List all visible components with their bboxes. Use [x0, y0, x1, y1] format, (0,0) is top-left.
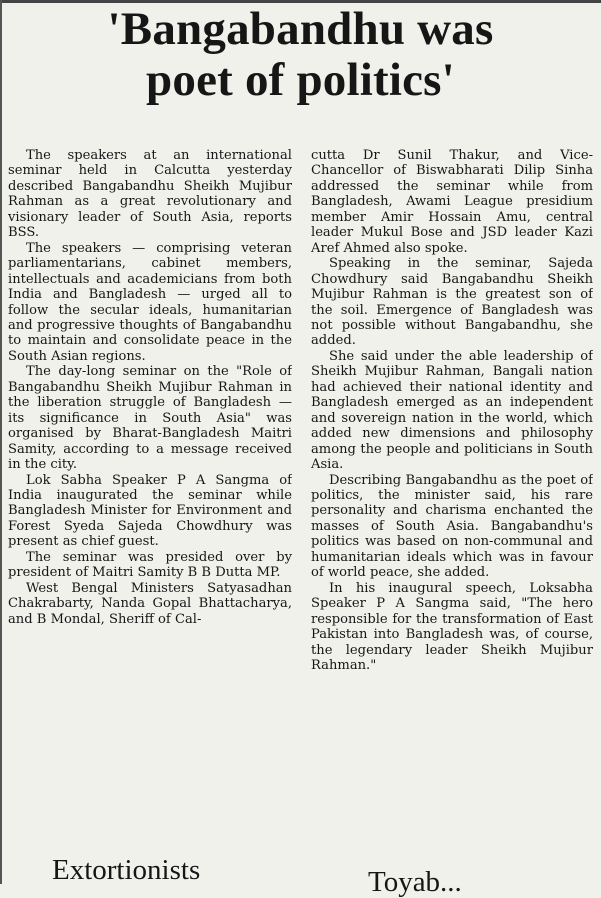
paragraph: The seminar was presided over by president of Maitri Samity B B Dutta MP.: [8, 549, 292, 581]
left-column: [8, 148, 292, 848]
paragraph: Speaking in the seminar, Sajeda Chowdhury said Bangabandhu Sheikh Mujibur Rahman is the greatest son of the soil. Emergence of Bangladesh was not possible without Bangabandhu, she added.: [311, 256, 593, 349]
paragraph: West Bengal Ministers Satyasadhan Chakrabarty, Nanda Gopal Bhattacharya, and B Mondal, Sheriff of Cal-: [8, 580, 292, 627]
paragraph: cutta Dr Sunil Thakur, and Vice-Chancellor of Biswabharati Dilip Sinha addressed the seminar while from Bangladesh, Awami League presidium member Amir Hossain Amu, central leader Mukul Bose and JSD leader Kazi Aref Ahmed also spoke.: [311, 148, 593, 256]
left-rule: [0, 0, 2, 884]
paragraph: The speakers at an international seminar held in Calcutta yesterday described Bangabandhu Sheikh Mujibur Rahman as a great revolutionary and visionary leader of South Asia, reports BSS.: [8, 148, 292, 241]
right-column: [311, 148, 593, 848]
next-article-headline: Extortionists: [52, 854, 201, 886]
paragraph: Lok Sabha Speaker P A Sangma of India inaugurated the seminar while Bangladesh Minister for Environment and Forest Syeda Sajeda Chowdhury was present as chief guest.: [8, 472, 292, 550]
paragraph: In his inaugural speech, Loksabha Speaker P A Sangma said, "The hero responsible for the transformation of East Pakistan into Bangladesh was, of course, the legendary leader Sheikh Mujibur Rahman.": [311, 580, 593, 673]
headline-line-2: poet of politics': [146, 54, 455, 106]
paragraph: The day-long seminar on the "Role of Bangabandhu Sheikh Mujibur Rahman in the liberation struggle of Bangladesh — its significance in South Asia" was organised by Bharat-Bangladesh Maitri Samity, according to a message received in the city.: [8, 364, 292, 473]
headline-line-1: 'Bangabandhu was: [107, 3, 494, 55]
next-article-headline-partial: Toyab...: [368, 866, 462, 898]
paragraph: She said under the able leadership of Sheikh Mujibur Rahman, Bangali nation had achieved their national identity and Bangladesh emerged as an independent and sovereign nation in the world, which added new dimensions and philosophy among the people and politicians in South Asia.: [311, 348, 593, 473]
paragraph: Describing Bangabandhu as the poet of politics, the minister said, his rare personality and charisma enchanted the masses of South Asia. Bangabandhu's politics was based on non-communal and humanitarian ideals which was in favour of world peace, she added.: [311, 472, 593, 581]
paragraph: The speakers — comprising veteran parliamentarians, cabinet members, intellectuals and academicians from both India and Bangladesh — urged all to follow the secular ideals, humanitarian and progressive thoughts of Bangabandhu to maintain and consolidate peace in the South Asian regions.: [8, 240, 292, 364]
article-headline: [0, 4, 601, 106]
